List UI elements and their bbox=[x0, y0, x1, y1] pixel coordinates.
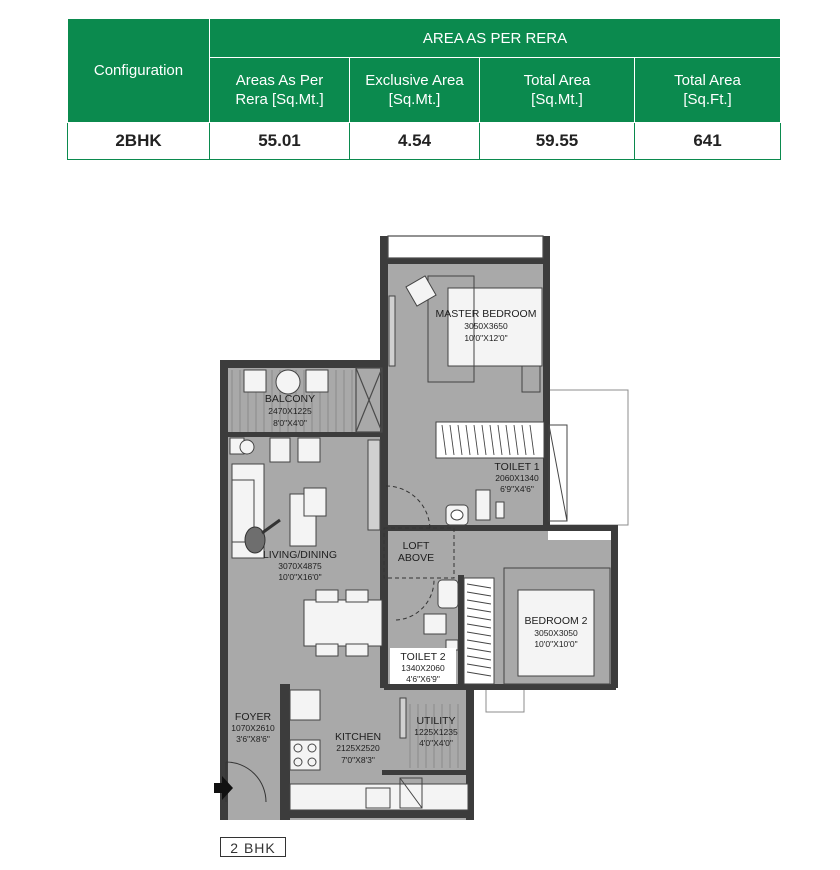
room-name: MASTER BEDROOM bbox=[435, 308, 537, 320]
room-dimension: 10'0"X12'0" bbox=[464, 333, 508, 343]
dining-chair bbox=[346, 590, 368, 602]
room-name: BEDROOM 2 bbox=[524, 615, 588, 627]
balcony-table bbox=[276, 370, 300, 394]
room-dimension: 2470X1225 bbox=[268, 406, 312, 416]
dining-chair bbox=[316, 644, 338, 656]
rera-area-cell: 55.01 bbox=[210, 123, 350, 160]
room-name: KITCHEN bbox=[334, 731, 382, 743]
configuration-cell: 2BHK bbox=[68, 123, 210, 160]
room-name: BALCONY bbox=[264, 393, 316, 405]
window bbox=[389, 296, 395, 366]
room-dimension: 3070X4875 bbox=[278, 561, 322, 571]
room-dimension: 1070X2610 bbox=[231, 723, 275, 733]
fridge bbox=[290, 690, 320, 720]
plant-pot bbox=[240, 440, 254, 454]
column-header-line: [Sq.Mt.] bbox=[388, 91, 441, 108]
room-name: LIVING/DINING bbox=[262, 549, 338, 561]
column-header-line: [Sq.Ft.] bbox=[683, 91, 732, 108]
hob bbox=[290, 740, 320, 770]
room-dimension: 4'6"X6'9" bbox=[406, 674, 440, 684]
balcony-chair bbox=[244, 370, 266, 392]
room-dimension: 1225X1235 bbox=[414, 727, 458, 737]
column-header-line: Exclusive Area bbox=[365, 72, 464, 89]
tv-unit bbox=[298, 438, 320, 462]
loft-label: ABOVE bbox=[397, 552, 435, 564]
column-header-line: Areas As Per bbox=[235, 72, 324, 89]
column-header-line: Total Area bbox=[523, 72, 591, 89]
room-name: FOYER bbox=[234, 711, 272, 723]
room-dimension: 7'0"X8'3" bbox=[341, 755, 375, 765]
room-name: TOILET 1 bbox=[494, 461, 540, 473]
loft-label: LOFT bbox=[402, 540, 430, 552]
room-dimension: 3'6"X8'6" bbox=[236, 734, 270, 744]
room-dimension: 6'9"X4'6" bbox=[500, 484, 534, 494]
column-header-line: [Sq.Mt.] bbox=[531, 91, 583, 108]
exclusive-area-cell: 4.54 bbox=[350, 123, 480, 160]
dining-chair bbox=[316, 590, 338, 602]
total-area-sqft-cell: 641 bbox=[635, 123, 781, 160]
dining-table bbox=[304, 600, 382, 646]
room-dimension: 2060X1340 bbox=[495, 473, 539, 483]
balcony-chair bbox=[306, 370, 328, 392]
room-dimension: 10'0"X10'0" bbox=[534, 639, 578, 649]
column-header-line: Total Area bbox=[674, 72, 741, 89]
column-header-line: Rera [Sq.Mt.] bbox=[235, 91, 324, 108]
room-name: TOILET 2 bbox=[400, 651, 446, 663]
configuration-header: Configuration bbox=[68, 19, 210, 123]
tv-unit bbox=[270, 438, 290, 462]
area-group-header: AREA AS PER RERA bbox=[210, 19, 781, 58]
room-dimension: 8'0"X4'0" bbox=[273, 418, 307, 428]
wardrobe-bedroom2 bbox=[464, 578, 494, 684]
room-dimension: 4'0"X4'0" bbox=[419, 738, 453, 748]
wardrobe-master bbox=[436, 422, 544, 458]
room-dimension: 2125X2520 bbox=[336, 743, 380, 753]
kitchen-sink bbox=[366, 788, 390, 808]
room-dimension: 1340X2060 bbox=[401, 663, 445, 673]
room-dimension: 3050X3650 bbox=[464, 321, 508, 331]
room-name: UTILITY bbox=[416, 715, 456, 727]
room-dimension: 3050X3050 bbox=[534, 628, 578, 638]
side-table bbox=[304, 488, 326, 516]
partition bbox=[368, 440, 380, 530]
total-area-sqmt-cell: 59.55 bbox=[480, 123, 635, 160]
dining-chair bbox=[346, 644, 368, 656]
window bbox=[400, 698, 406, 738]
room-dimension: 10'0"X16'0" bbox=[278, 572, 322, 582]
plan-type-label: 2 BHK bbox=[220, 837, 286, 857]
